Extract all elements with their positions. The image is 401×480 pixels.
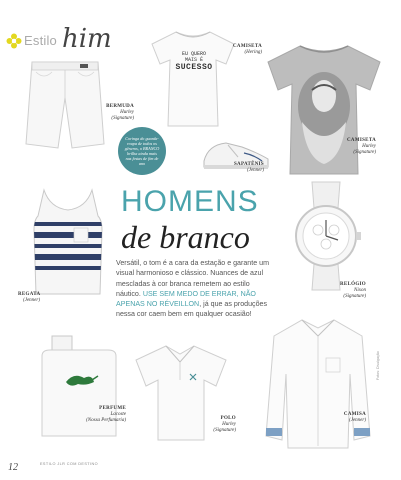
- label-regata: [18, 292, 40, 304]
- section-title: him: [62, 24, 112, 54]
- section-label: Estilo: [24, 33, 57, 48]
- label-camiseta-2: [338, 138, 376, 156]
- product-brand: Hurley: [362, 144, 376, 149]
- product-name: CAMISETA: [233, 44, 262, 49]
- product-name: SAPATÊNIS: [233, 162, 264, 167]
- product-name: BERMUDA: [106, 104, 134, 109]
- page-number: 12: [8, 462, 18, 473]
- tshirt-white-image: [146, 28, 240, 128]
- product-store: (Signature): [343, 294, 366, 299]
- product-name: CAMISA: [343, 412, 366, 417]
- label-bermuda: [96, 104, 134, 122]
- product-store: (Signature): [111, 116, 134, 121]
- product-store: (Signature): [213, 428, 236, 433]
- watch-image: [288, 180, 364, 292]
- product-name: CAMISETA: [347, 138, 376, 143]
- label-polo: [204, 416, 236, 434]
- product-brand: (Jenner): [349, 418, 366, 423]
- product-name: RELÓGIO: [340, 282, 366, 287]
- body-part-1: Versátil, o tom é a cara da estação e garante um visual harmonioso e clássico. Nuances de azul mescladas à cor branca remetem ao estilo náutico.: [116, 259, 269, 298]
- print-line-3: SUCESSO: [175, 63, 213, 72]
- bermuda-image: [24, 58, 106, 154]
- callout-circle: Coringa do guarda-roupa de todos os gêneros, o BRANCO brilha ainda mais nas festas de fim de ano: [118, 127, 166, 175]
- print-line-1: EU QUERO: [181, 51, 206, 57]
- product-brand: (Jenner): [247, 168, 264, 173]
- product-brand: Hurley: [120, 110, 134, 115]
- label-relogio: [330, 282, 366, 300]
- product-name: PERFUME: [99, 406, 126, 411]
- product-name: POLO: [220, 416, 236, 421]
- perfume-image: [34, 332, 124, 442]
- product-brand: Hurley: [222, 422, 236, 427]
- dress-shirt-image: [262, 314, 374, 450]
- product-brand: (Jenner): [23, 298, 40, 303]
- headline-line-1: HOMENS: [121, 185, 259, 218]
- label-sapatenis: [228, 162, 264, 174]
- product-store: (Nossa Perfumaria): [86, 418, 126, 423]
- print-line-2: MAIS É: [184, 57, 203, 63]
- tank-top-image: [30, 186, 106, 296]
- product-brand: Lacoste: [110, 412, 126, 417]
- body-highlight: USE SEM MEDO DE ERRAR, NÃO APENAS NO RÉVEILLON: [116, 289, 256, 309]
- label-camisa: [336, 412, 366, 424]
- flower-icon: [6, 33, 22, 49]
- photo-credit: Fotos: Divulgação: [376, 351, 380, 380]
- product-name: REGATA: [18, 292, 41, 297]
- label-camiseta-1: [232, 44, 262, 56]
- headline-line-2: de branco: [121, 219, 250, 255]
- product-brand: (Hering): [244, 50, 262, 55]
- tshirt-print: [175, 51, 213, 72]
- article-body: [116, 258, 276, 320]
- page-footer: [8, 457, 18, 475]
- magazine-name: ESTILO JLR COM DESTINO: [40, 462, 98, 466]
- product-store: (Signature): [353, 150, 376, 155]
- product-brand: Nixon: [354, 288, 366, 293]
- label-perfume: [84, 406, 126, 424]
- body-part-2: , já que as produções nessa cor caem bem em qualquer ocasião!: [116, 300, 268, 319]
